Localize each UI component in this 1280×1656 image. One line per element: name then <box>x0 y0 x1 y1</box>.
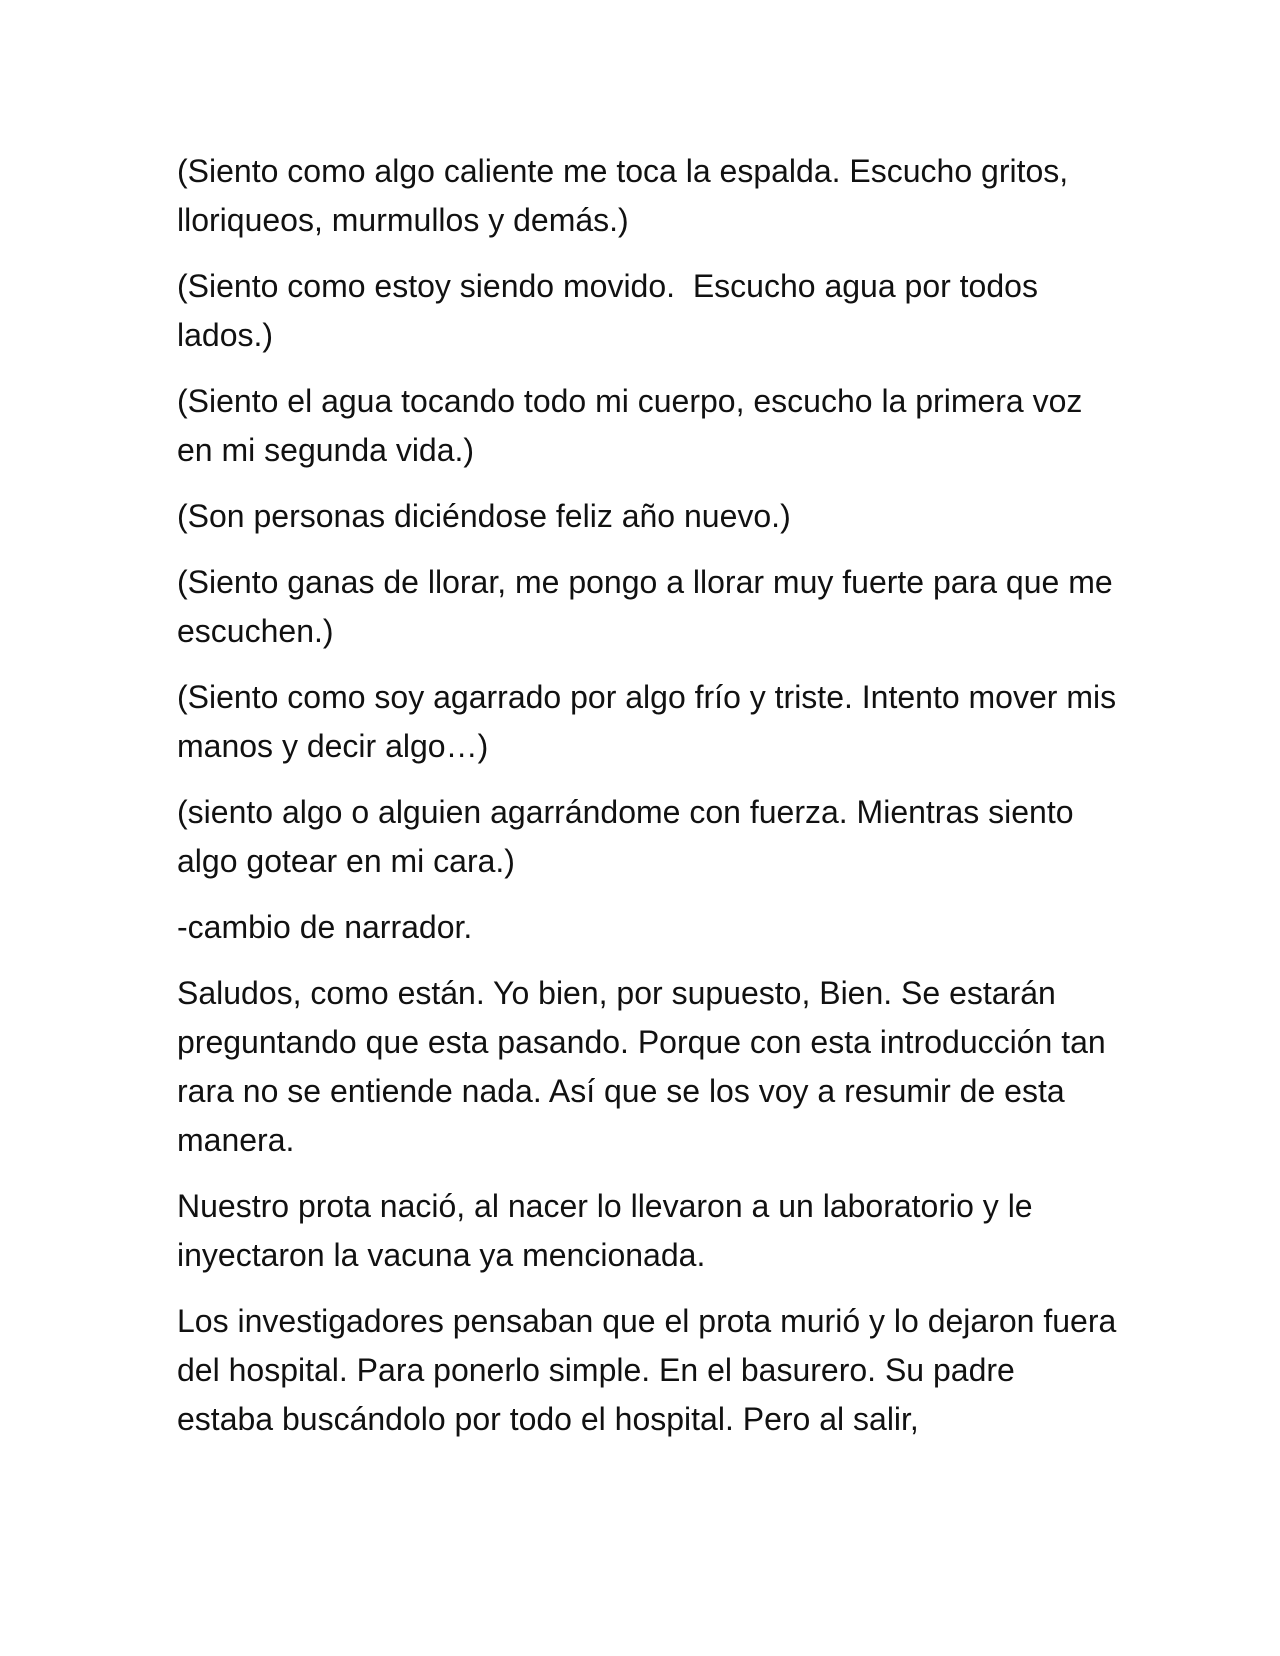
paragraph: (Siento como estoy siendo movido. Escucho agua por todos lados.) <box>177 268 1047 353</box>
paragraph: (Siento ganas de llorar, me pongo a llorar muy fuerte para que me escuchen.) <box>177 564 1122 649</box>
paragraph: Nuestro prota nació, al nacer lo llevaron a un laboratorio y le inyectaron la vacuna ya mencionada. <box>177 1188 1042 1273</box>
paragraph: (Son personas diciéndose feliz año nuevo.) <box>177 498 791 534</box>
paragraph: (siento algo o alguien agarrándome con fuerza. Mientras siento algo gotear en mi cara.) <box>177 794 1083 879</box>
narrator-change-line: -cambio de narrador. <box>177 909 473 945</box>
paragraph: (Siento como soy agarrado por algo frío y triste. Intento mover mis manos y decir algo…) <box>177 679 1125 764</box>
paragraph: Los investigadores pensaban que el prota murió y lo dejaron fuera del hospital. Para ponerlo simple. En el basurero. Su padre estaba buscándolo por todo el hospital. Pero al salir, <box>177 1303 1126 1437</box>
paragraph: Saludos, como están. Yo bien, por supuesto, Bien. Se estarán preguntando que esta pasando. Porque con esta introducción tan rara no se entiende nada. Así que se los voy a resumir de esta manera. <box>177 975 1115 1158</box>
paragraph: (Siento el agua tocando todo mi cuerpo, escucho la primera voz en mi segunda vida.) <box>177 383 1092 468</box>
document-body <box>177 147 1126 1461</box>
paragraph: (Siento como algo caliente me toca la espalda. Escucho gritos, lloriqueos, murmullos y demás.) <box>177 153 1078 238</box>
